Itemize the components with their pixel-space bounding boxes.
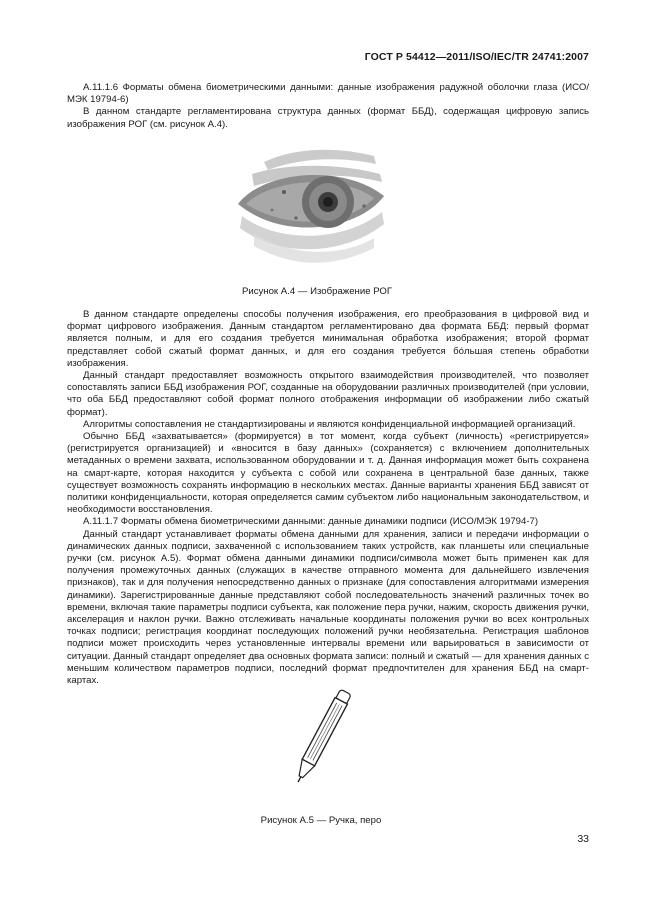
figure-a4-caption: Рисунок А.4 — Изображение РОГ bbox=[241, 286, 393, 297]
page-number: 33 bbox=[577, 833, 589, 845]
clause-heading-a11-1-6: А.11.1.6 Форматы обмена биометрическими данными: данные изображения радужной оболочки глаза (ИСО/МЭК 19794-6) bbox=[67, 82, 589, 106]
paragraph-interoperability: Данный стандарт предоставляет возможность открытого взаимодействия производителей, что позволяет сопоставлять записи ББД изображения РОГ, созданные на оборудовании различных производителей (при условии, что оба ББД предоставляют собой формат полного отображения информации об изображении либо сжатый формат). bbox=[67, 370, 589, 418]
paragraph-capture-formats: В данном стандарте определены способы получения изображения, его преобразования в цифровой вид и формат цифрового изображения. Данным стандартом регламентировано два формата ББД: первый формат является полным, и для его создания требуется минимальная обработка изображения; второй формат представляет собой сжатый формат данных, и для его создания требуется бóльшая степень обработки изображения. bbox=[67, 309, 589, 369]
intro-section bbox=[67, 82, 589, 131]
pen-stylus-icon bbox=[282, 684, 362, 790]
figure-a5-caption: Рисунок А.5 — Ручка, перо bbox=[260, 815, 382, 826]
paragraph-signature-dynamics: Данный стандарт устанавливает форматы обмена данными для хранения, записи и передачи информации о динамических данных подписи, захваченной с использованием таких устройств, как планшеты или специальные ручки (см. рисунок А.5). Формат обмена данными динамики подписи/символа может быть применен как для получения промежуточных данных (служащих в качестве отправного момента для дальнейшего извлечения признаков), так и для получения непосредственно данных о признаке (для сопоставления алгоритмами измерения динамики). Зарегистрированные данные представляют собой последовательность значений различных точек во времени, включая такие параметры подписи субъекта, как положение пера ручки, нажим, скорость движения ручки, акселерация и наклон ручки. Важно отслеживать начальные координаты положения ручки во всех контрольных точках подписи; регистрация координат последующих положений ручки необязательна. Регистрация шаблонов подписи может происходить через установленные интервалы времени или варьироваться в зависимости от ситуации. Данный стандарт определяет два основных формата записи: полный и сжатый — для хранения данных с меньшим количеством параметров подписи, последний формат предпочтителен для хранения ББД на смарт-картах. bbox=[67, 528, 589, 687]
paragraph-algorithms: Алгоритмы сопоставления не стандартизированы и являются конфиденциальной информацией организаций. bbox=[83, 418, 576, 430]
intro-paragraph: В данном стандарте регламентирована структура данных (формат ББД), содержащая цифровую запись изображения РОГ (см. рисунок А.4). bbox=[67, 106, 589, 130]
main-section bbox=[67, 309, 589, 687]
paragraph-enrollment: Обычно ББД «захватывается» (формируется) в тот момент, когда субъект (личность) «регистрируется» (регистрируется организацией) и «вносится в базу данных» (сохраняется) с включением дополнительных метаданных о времени захвата, использованном оборудовании и т. д. Данная информация может быть сохранена на смарт-карте, которая находится у субъекта с собой или сохранена в центральной базе данных, также существует возможность сохранять информацию в нескольких местах. Данные варианты хранения ББД зависят от политики конфиденциальности, которая определяется самим субъектом либо национальным законодательством, и необходимости восстановления. bbox=[67, 431, 589, 516]
clause-heading-a11-1-7: А.11.1.7 Форматы обмена биометрическими данными: данные динамики подписи (ИСО/МЭК 19794-7) bbox=[83, 516, 539, 528]
standard-designation: ГОСТ Р 54412—2011/ISO/IEC/TR 24741:2007 bbox=[364, 51, 589, 63]
eye-iris-icon bbox=[224, 134, 394, 274]
